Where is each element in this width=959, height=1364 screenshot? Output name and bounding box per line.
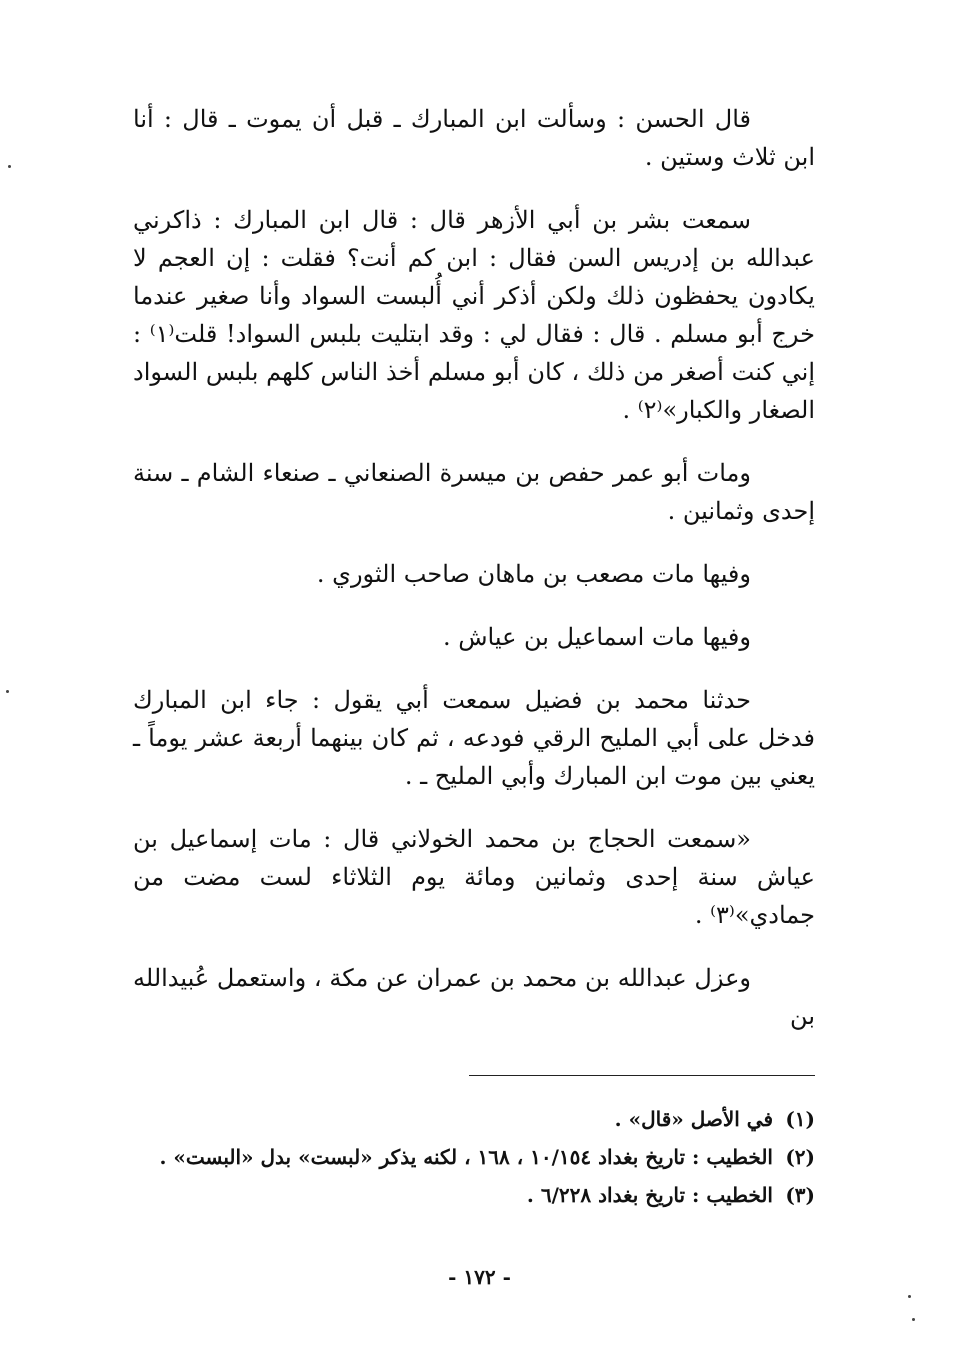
footnote-number: (٢) (785, 1145, 815, 1169)
page-body (133, 100, 815, 1214)
footnote-text: الخطيب : تاريخ بغداد ٦/٢٢٨ . (526, 1183, 773, 1207)
footnote-text: في الأصل «قال» . (614, 1107, 773, 1131)
footnote-number: (٣) (785, 1183, 815, 1207)
scan-speck (6, 690, 9, 693)
scan-speck (912, 1318, 915, 1321)
footnote-2 (133, 1138, 815, 1176)
footnote-1 (133, 1100, 815, 1138)
footnote-3 (133, 1176, 815, 1214)
footnotes (133, 1100, 815, 1214)
paragraph-8: وعزل عبدالله بن محمد بن عمران عن مكة ، واستعمل عُبيدالله بن (133, 964, 815, 1030)
paragraph-3: ومات أبو عمر حفص بن ميسرة الصنعاني ـ صنعاء الشام ـ سنة إحدى وثمانين . (133, 459, 815, 525)
paragraph-2: سمعت بشر بن أبي الأزهر قال : قال ابن المبارك : ذاكرني عبدالله بن إدريس السن فقال : ابن كم أنت؟ فقلت : إن العجم لا يكادون يحفظون ذلك ولكن أذكر أني أُلبست السواد وأنا صغير عندما خرج أبو مسلم . قال : فقال لي : وقد ابتليت بلبس السواد! قلت⁽١⁾ : إني كنت أصغر من ذلك ، كان أبو مسلم أخذ الناس كلهم بلبس السواد الصغار والكبار»⁽٢⁾ . (133, 206, 816, 424)
paragraph-5: وفيها مات اسماعيل بن عياش . (442, 623, 751, 651)
page-number: - ١٧٢ - (448, 1265, 511, 1289)
footnote-text: الخطيب : تاريخ بغداد ١٠/١٥٤ ، ١٦٨ ، لكنه يذكر «لبست» بدل «البست» . (159, 1145, 773, 1169)
paragraph-4: وفيها مات مصعب بن ماهان صاحب الثوري . (316, 560, 751, 588)
paragraph-6: حدثنا محمد بن فضيل سمعت أبي يقول : جاء ابن المبارك فدخل على أبي المليح الرقي فودعه ، ثم كان بينهما أربعة عشر يوماً ـ يعني بين موت ابن المبارك وأبي المليح ـ . (133, 686, 815, 790)
paragraph-1: قال الحسن : وسألت ابن المبارك ـ قبل أن يموت ـ قال : أنا ابن ثلاث وستين . (133, 105, 815, 171)
footnote-number: (١) (785, 1107, 815, 1131)
scan-speck (8, 165, 11, 168)
paragraph-7: «سمعت الحجاج بن محمد الخولاني قال : مات إسماعيل بن عياش سنة إحدى وثمانين ومائة يوم الثلاثاء لست مضت من جمادي»⁽٣⁾ . (133, 825, 816, 929)
scan-speck (908, 1295, 911, 1298)
footnote-separator (469, 1075, 815, 1076)
